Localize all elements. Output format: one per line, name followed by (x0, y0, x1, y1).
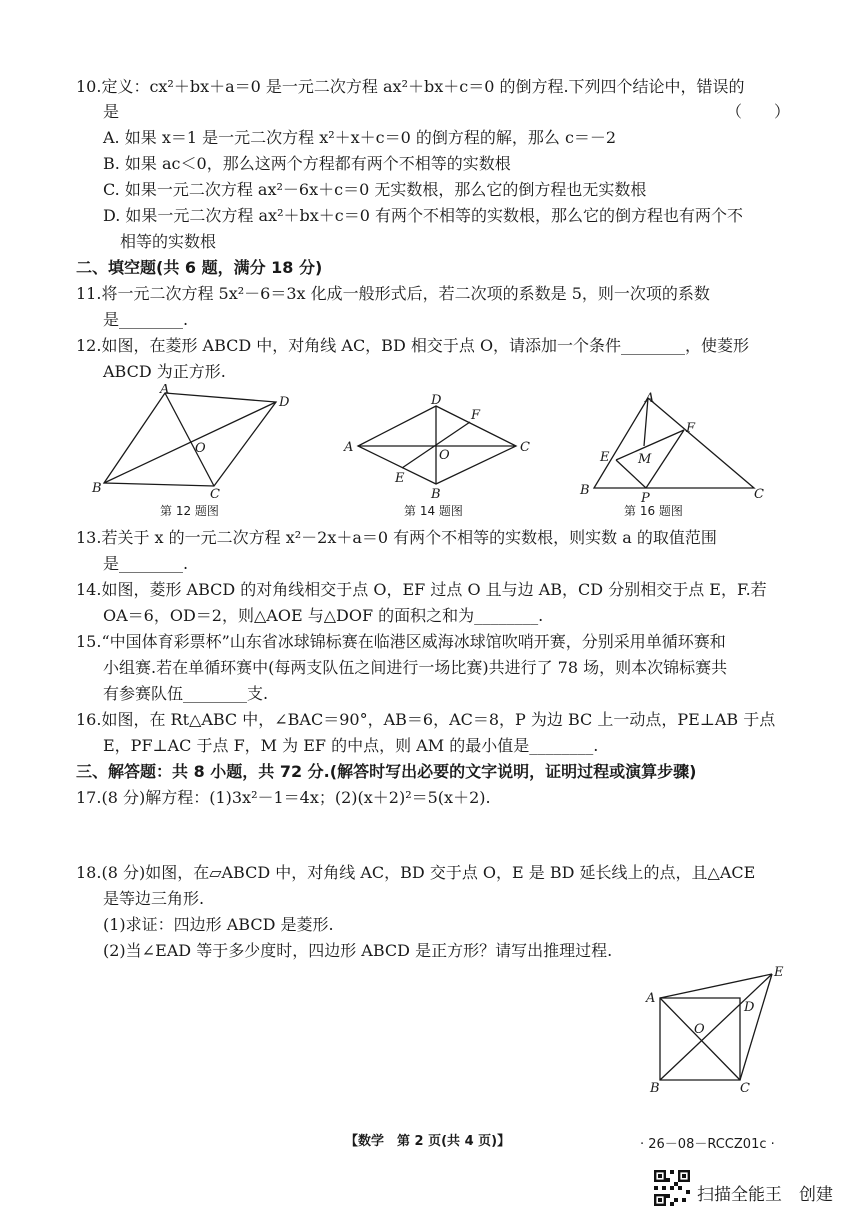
q15-line3: 有参赛队伍________支. (103, 684, 269, 703)
fig14-label-d: D (431, 393, 442, 408)
q10-option-c: C. 如果一元二次方程 ax²－6x＋c＝0 无实数根，那么它的倒方程也无实数根 (103, 180, 647, 199)
q18-line2: 是等边三角形. (103, 889, 205, 908)
fig14-label-e: E (395, 471, 405, 486)
q10-option-b: B. 如果 ac＜0，那么这两个方程都有两个不相等的实数根 (103, 154, 511, 173)
fig14-caption: 第 14 题图 (404, 504, 463, 518)
q18-line1: 18.(8 分)如图，在▱ABCD 中，对角线 AC，BD 交于点 O，E 是 BD 延长线上的点，且△ACE (76, 863, 756, 882)
section3-heading: 三、解答题：共 8 小题，共 72 分.(解答时写出必要的文字说明，证明过程或演算步骤) (76, 762, 697, 781)
q14-line2: OA＝6，OD＝2，则△AOE 与△DOF 的面积之和为________. (103, 606, 544, 625)
fig18-label-d: D (744, 1000, 755, 1015)
figure-q18-square (640, 962, 790, 1097)
figure-q12-rhombus (88, 384, 298, 502)
q10-option-d-line1: D. 如果一元二次方程 ax²＋bx＋c＝0 有两个不相等的实数根，那么它的倒方程也有两个不 (103, 206, 743, 225)
figure-q16-triangle (576, 388, 776, 503)
q15-line1: 15.“中国体育彩票杯”山东省冰球锦标赛在临港区威海冰球馆吹哨开赛，分别采用单循环赛和 (76, 632, 726, 651)
q10-answer-paren: （ ） (726, 102, 791, 121)
q13-line2: 是________. (103, 554, 189, 573)
fig18-label-o: O (694, 1022, 705, 1037)
fig14-label-a: A (344, 440, 354, 455)
q10-line1: 10.定义：cx²＋bx＋a＝0 是一元二次方程 ax²＋bx＋c＝0 的倒方程.下列四个结论中，错误的 (76, 77, 745, 96)
footer-page-info: 【数学 第 2 页(共 4 页)】 (345, 1134, 511, 1149)
q12-line1: 12.如图，在菱形 ABCD 中，对角线 AC，BD 相交于点 O，请添加一个条件________，使菱形 (76, 336, 750, 355)
q15-line2: 小组赛.若在单循环赛中(每两支队伍之间进行一场比赛)共进行了 78 场，则本次锦标赛共 (103, 658, 728, 677)
q10-option-d-line2: 相等的实数根 (120, 232, 217, 251)
fig14-label-c: C (520, 440, 530, 455)
qr-code-icon (654, 1170, 690, 1206)
fig18-label-a: A (646, 991, 656, 1006)
fig18-label-b: B (650, 1081, 660, 1096)
fig16-label-e: E (600, 450, 610, 465)
fig16-label-p: P (641, 491, 650, 503)
fig12-label-a: A (160, 384, 170, 397)
section2-heading: 二、填空题(共 6 题，满分 18 分) (76, 258, 323, 277)
fig14-label-f: F (471, 408, 481, 423)
fig18-label-e: E (774, 965, 784, 980)
fig14-label-o: O (439, 448, 450, 463)
fig12-label-o: O (195, 441, 206, 456)
footer-code: · 26－08－RCCZ01c · (640, 1137, 775, 1152)
q18-sub1: (1)求证：四边形 ABCD 是菱形. (103, 915, 334, 934)
fig12-label-b: B (92, 481, 102, 496)
q11-line2: 是________. (103, 310, 189, 329)
q13-line1: 13.若关于 x 的一元二次方程 x²－2x＋a＝0 有两个不相等的实数根，则实数 a 的取值范围 (76, 528, 717, 547)
q12-line2: ABCD 为正方形. (103, 362, 226, 381)
fig16-label-f: F (686, 421, 696, 436)
figure-q14-rhombus (338, 388, 538, 503)
fig16-label-a: A (645, 391, 655, 406)
q10-option-a: A. 如果 x＝1 是一元二次方程 x²＋x＋c＝0 的倒方程的解，那么 c＝－2 (103, 128, 617, 147)
fig18-label-c: C (740, 1081, 750, 1096)
q14-line1: 14.如图，菱形 ABCD 的对角线相交于点 O，EF 过点 O 且与边 AB，CD 分别相交于点 E，F.若 (76, 580, 767, 599)
q16-line1: 16.如图，在 Rt△ABC 中，∠BAC＝90°，AB＝6，AC＝8，P 为边 BC 上一动点，PE⊥AB 于点 (76, 710, 776, 729)
q11-line1: 11.将一元二次方程 5x²－6＝3x 化成一般形式后，若二次项的系数是 5，则一次项的系数 (76, 284, 710, 303)
fig16-caption: 第 16 题图 (624, 504, 683, 518)
q16-line2: E，PF⊥AC 于点 F，M 为 EF 的中点，则 AM 的最小值是________. (103, 736, 599, 755)
fig16-label-m: M (638, 452, 652, 467)
scanner-watermark: 扫描全能王 创建 (697, 1185, 833, 1205)
fig12-label-d: D (279, 395, 290, 410)
q17-line1: 17.(8 分)解方程：(1)3x²－1＝4x；(2)(x＋2)²＝5(x＋2). (76, 788, 491, 807)
q18-sub2: (2)当∠EAD 等于多少度时，四边形 ABCD 是正方形？请写出推理过程. (103, 941, 613, 960)
fig16-label-b: B (580, 483, 590, 498)
fig12-label-c: C (210, 487, 220, 502)
fig16-label-c: C (754, 487, 764, 502)
fig14-label-b: B (431, 487, 441, 502)
fig12-caption: 第 12 题图 (160, 504, 219, 518)
q10-line2: 是 (103, 102, 120, 121)
